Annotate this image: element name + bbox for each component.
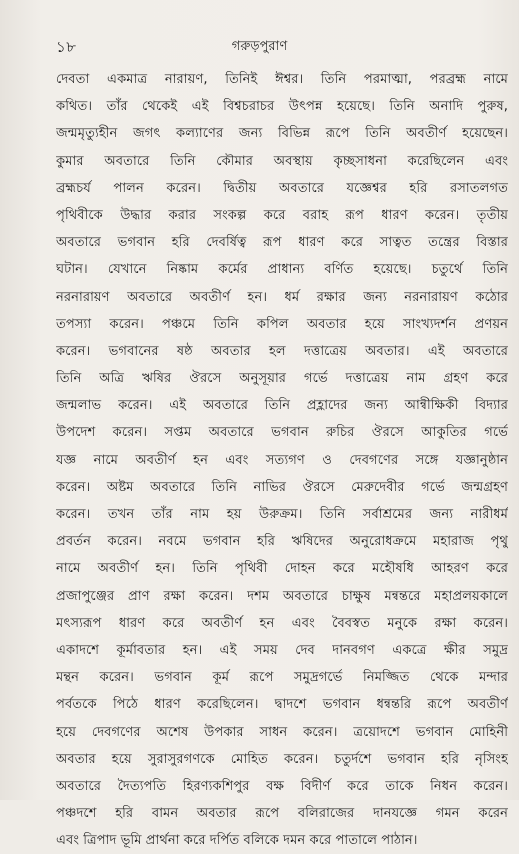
text-line: করেন। অষ্টম অবতারে তিনি নাভির ঔরসে মেরুদেবীর গর্ভে জন্মগ্রহণ — [56, 479, 508, 495]
text-line: ঘটান। যেখানে নিষ্কাম কর্মের প্রাধান্য বর্ণিত হয়েছে। চতুর্থে তিনি — [56, 262, 508, 278]
text-line: পঞ্চদশে হরি বামন অবতার রূপে বলিরাজের দানযজ্ঞে গমন করেন — [56, 806, 508, 822]
text-line: পৃথিবীকে উদ্ধার করার সংকল্প করে বরাহ রূপ ধারণ করেন। তৃতীয় — [56, 207, 508, 223]
text-line: পর্বতকে পিঠে ধারণ করেছিলেন। দ্বাদশে ভগবান ধন্বন্তরি রূপে অবতীর্ণ — [56, 697, 508, 713]
text-line: জন্মলাভ করেন। এই অবতারে তিনি প্রহ্লাদের জন্য আন্বীক্ষিকী বিদ্যার — [56, 398, 508, 414]
text-line: দেবতা একমাত্র নারায়ণ, তিনিই ঈশ্বর। তিনি পরমাত্মা, পরব্রহ্ম নামে — [56, 72, 508, 87]
running-title: গরুড়পুরাণ — [231, 39, 288, 54]
text-line: নরনারায়ণ অবতারে অবতীর্ণ হন। ধর্ম রক্ষার জন্য নরনারায়ণ কঠোর — [56, 289, 508, 305]
text-line: নামে অবতীর্ণ হন। তিনি পৃথিবী দোহন করে মহৌষধি আহরণ করে — [56, 561, 508, 577]
text-line: একাদশে কূর্মাবতার হন। এই সময় দেব দানবগণ একত্রে ক্ষীর সমুদ্র — [56, 642, 508, 658]
text-line: এবং ত্রিপাদ ভূমি প্রার্থনা করে দর্পিত বলিকে দমন করে পাতালে পাঠান। — [56, 833, 418, 849]
text-line: অবতারে ভগবান হরি দেবর্ষিত্ব রূপ ধারণ করে সাত্বত তন্ত্রের বিস্তার — [56, 235, 508, 251]
text-line: যজ্ঞ নামে অবতীর্ণ হন এবং সত্যগণ ও দেবগণের সঙ্গে যজ্ঞানুষ্ঠান — [56, 452, 508, 468]
body-text — [56, 66, 508, 854]
text-line: তিনি অত্রি ঋষির ঔরসে অনুসূয়ার গর্ভে দত্তাত্রেয় নাম গ্রহণ করে — [56, 371, 508, 387]
page-number: ১৮ — [56, 38, 77, 56]
text-line: তপস্যা করেন। পঞ্চমে তিনি কপিল অবতার হয়ে সাংখ্যদর্শন প্রণয়ন — [56, 316, 508, 332]
text-line: উপদেশ করেন। সপ্তম অবতারে ভগবান রুচির ঔরসে আকুতির গর্ভে — [56, 425, 508, 441]
text-line: অবতারে দৈত্যপতি হিরণ্যকশিপুর বক্ষ বিদীর্ণ করে তাকে নিধন করেন। — [56, 778, 508, 794]
text-line: মৎস্যরূপ ধারণ করে অবতীর্ণ হন এবং বৈবস্বত মনুকে রক্ষা করেন। — [56, 615, 508, 631]
text-line: জন্মমৃত্যুহীন জগৎ কল্যাণের জন্য বিভিন্ন রূপে তিনি অবতীর্ণ হয়েছেন। — [56, 126, 508, 142]
text-line: ব্রহ্মচর্য পালন করেন। দ্বিতীয় অবতারে যজ্ঞেশ্বর হরি রসাতলগত — [56, 180, 508, 196]
text-line: করেন। তখন তাঁর নাম হয় উরুক্রম। তিনি সর্বাশ্রমের জন্য নারীধর্ম — [56, 507, 508, 522]
text-line: মন্থন করেন। ভগবান কূর্ম রূপে সমুদ্রগর্ভে নিমজ্জিত থেকে মন্দার — [56, 670, 508, 686]
text-line: কথিত। তাঁর থেকেই এই বিশ্বচরাচর উৎপন্ন হয়েছে। তিনি অনাদি পুরুষ, — [56, 99, 508, 115]
page-header — [0, 36, 519, 58]
text-line: অবতার হয়ে সুরাসুরগণকে মোহিত করেন। চতুর্দশে ভগবান হরি নৃসিংহ — [56, 751, 508, 767]
text-line: করেন। ভগবানের ষষ্ঠ অবতার হল দত্তাত্রেয় অবতার। এই অবতারে — [56, 343, 508, 359]
text-line: প্রজাপুঞ্জের প্রাণ রক্ষা করেন। দশম অবতারে চাক্ষুষ মন্বন্তরে মহাপ্রলয়কালে — [56, 588, 508, 604]
text-line: হয়ে দেবগণের অশেষ উপকার সাধন করেন। ত্রয়োদশে ভগবান মোহিনী — [56, 724, 508, 740]
text-line: কুমার অবতারে তিনি কৌমার অবস্থায় কৃচ্ছসাধনা করেছিলেন এবং — [56, 153, 508, 169]
text-line: প্রবর্তন করেন। নবমে ভগবান হরি ঋষিদের অনুরোধক্রমে মহারাজ পৃথু — [56, 534, 508, 550]
